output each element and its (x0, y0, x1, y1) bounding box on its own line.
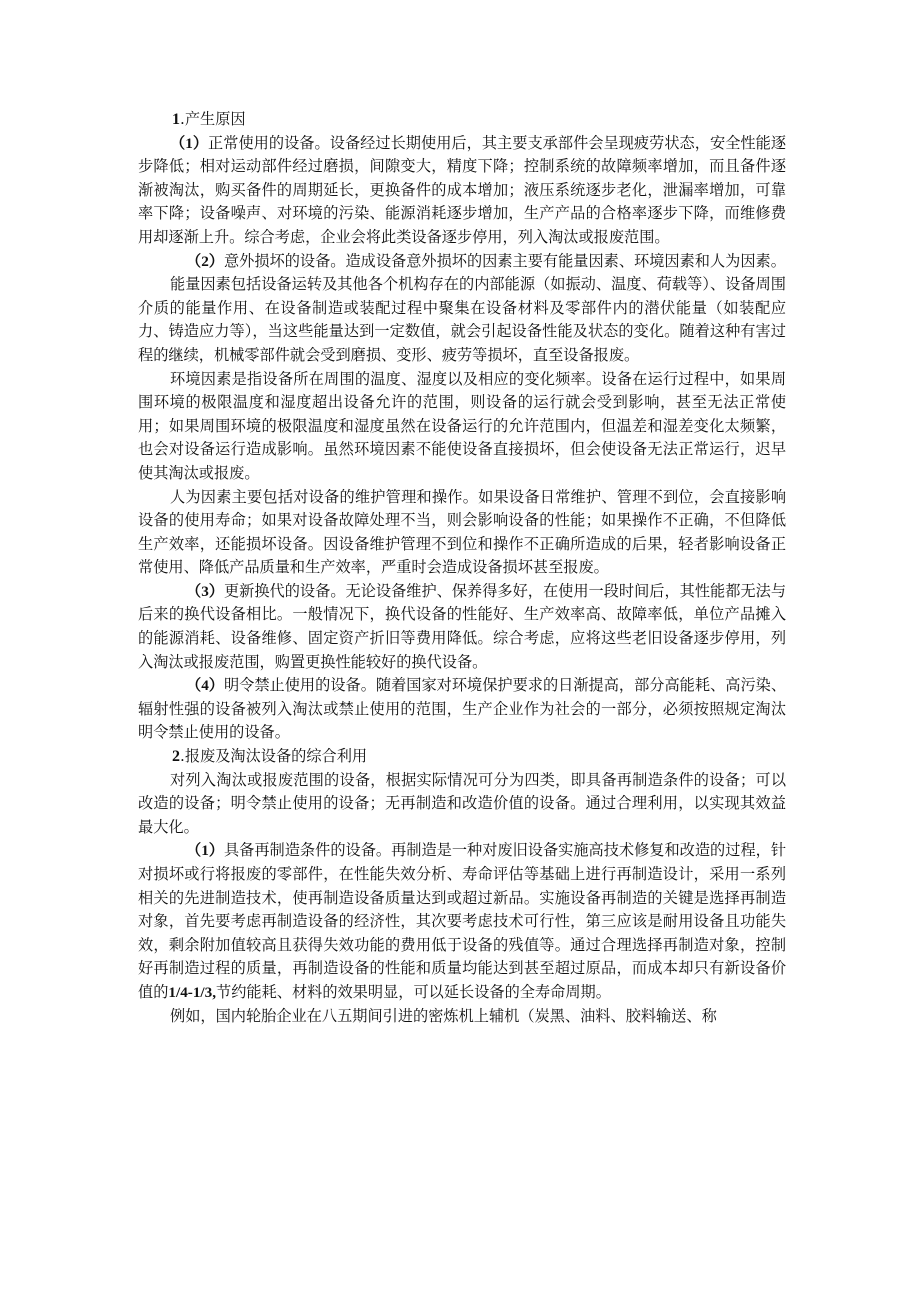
section-number: 2 (172, 748, 180, 766)
section-heading-1 (138, 108, 786, 132)
document-page (138, 108, 786, 1028)
paragraph-text: 具备再制造条件的设备。再制造是一种对废旧设备实施高技术修复和改造的过程，针对损坏或行将报废的零部件，在性能失效分析、寿命评估等基础上进行再制造设计，采用一系列相关的先进制造技术，使再制造设备质量达到或超过新品。实施设备再制造的关键是选择再制造对象，首先要考虑再制造设备的经济性，其次要考虑技术可行性，第三应该是耐用设备且功能失效，剩余附加值较高且获得失效功能的费用低于设备的残值等。通过合理选择再制造对象，控制好再制造过程的质量，再制造设备的性能和质量均能达到甚至超过原品，而成本却只有新设备价值的 (138, 841, 787, 1001)
paragraph (138, 250, 786, 274)
paragraph (138, 839, 786, 1004)
paragraph (138, 132, 786, 250)
section-title: .报废及淘汰设备的综合利用 (180, 747, 368, 766)
paragraph-text: 正常使用的设备。设备经过长期使用后，其主要支承部件会呈现疲劳状态，安全性能逐步降低；相对运动部件经过磨损，间隙变大，精度下降；控制系统的故障频率增加，而且备件逐渐被淘汰，购买备件的周期延长，更换备件的成本增加；液压系统逐步老化，泄漏率增加，可靠率下降；设备噪声、对环境的污染、能源消耗逐步增加，生产产品的合格率逐步下降，而维修费用却逐渐上升。综合考虑，企业会将此类设备逐步停用，列入淘汰或报废范围。 (138, 133, 787, 246)
paragraph: 人为因素主要包括对设备的维护管理和操作。如果设备日常维护、管理不到位，会直接影响设备的使用寿命；如果对设备故障处理不当，则会影响设备的性能；如果操作不正确，不但降低生产效率，还能损坏设备。因设备维护管理不到位和操作不正确所造成的后果，轻者影响设备正常使用、降低产品质量和生产效率，严重时会造成设备损坏甚至报废。 (138, 487, 786, 577)
paragraph (138, 674, 786, 745)
item-number: （2） (186, 252, 224, 270)
section-title: .产生原因 (180, 110, 246, 128)
paragraph: 对列入淘汰或报废范围的设备，根据实际情况可分为四类，即具备再制造条件的设备；可以改造的设备；明令禁止使用的设备；无再制造和改造价值的设备。通过合理利用，以实现其效益最大化。 (138, 770, 786, 836)
paragraph-text: 明令禁止使用的设备。随着国家对环境保护要求的日渐提高，部分高能耗、高污染、辐射性强的设备被列入淘汰或禁止使用的范围，生产企业作为社会的一部分，必须按照规定淘汰明令禁止使用的设备。 (138, 676, 787, 742)
paragraph-text: 更新换代的设备。无论设备维护、保养得多好，在使用一段时间后，其性能都无法与后来的换代设备相比。一般情况下，换代设备的性能好、生产效率高、故障率低，单位产品摊入的能源消耗、设备维修、固定资产折旧等费用降低。综合考虑，应将这些老旧设备逐步停用，列入淘汰或报废范围，购置更换性能较好的换代设备。 (138, 581, 787, 671)
item-number: （1） (186, 842, 224, 860)
paragraph-text: 意外损坏的设备。造成设备意外损坏的因素主要有能量因素、环境因素和人为因素。 (223, 251, 786, 270)
paragraph: 能量因素包括设备运转及其他各个机构存在的内部能源（如振动、温度、荷载等）、设备周围介质的能量作用、在设备制造或装配过程中聚集在设备材料及零部件内的潜伏能量（如装配应力、铸造应力等），当这些能量达到一定数值，就会引起设备性能及状态的变化。随着这种有害过程的继续，机械零部件就会受到磨损、变形、疲劳等损坏，直至设备报废。 (138, 275, 786, 364)
paragraph: 环境因素是指设备所在周围的温度、湿度以及相应的变化频率。设备在运行过程中，如果周围环境的极限温度和湿度超出设备允许的范围，则设备的运行就会受到影响，甚至无法正常使用；如果周围环境的极限温度和湿度虽然在设备运行的允许范围内，但温差和湿差变化太频繁，也会对设备运行造成影响。虽然环境因素不能使设备直接损坏，但会使设备无法正常运行，迟早使其淘汰或报废。 (138, 369, 786, 482)
cost-ratio-value: 1/4-1/3, (168, 983, 217, 1001)
item-number: （3） (186, 582, 224, 600)
paragraph: 例如，国内轮胎企业在八五期间引进的密炼机上辅机（炭黑、油料、胶料输送、称 (170, 1006, 717, 1025)
item-number: （1） (170, 134, 209, 152)
section-number: 1 (172, 111, 180, 128)
section-heading-2 (138, 745, 786, 769)
paragraph-text: 节约能耗、材料的效果明显，可以延长设备的全寿命周期。 (216, 982, 611, 1001)
item-number: （4） (186, 677, 224, 695)
paragraph (138, 580, 786, 674)
